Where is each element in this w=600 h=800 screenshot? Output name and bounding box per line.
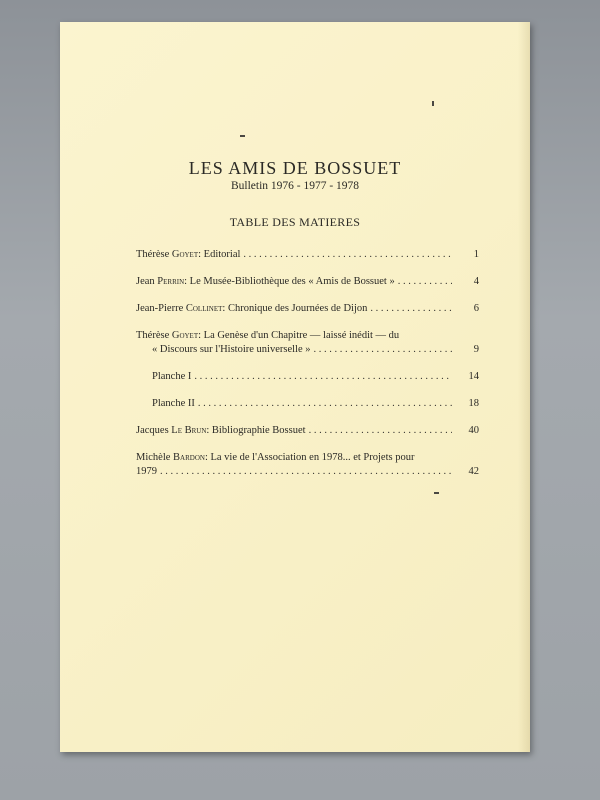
entry-author-first: Michèle [136, 452, 171, 463]
toc-entry [136, 329, 479, 357]
document-page [60, 22, 530, 752]
entry-page: 18 [468, 398, 479, 409]
entry-title: : Le Musée-Bibliothèque des « Amis de Bossuet » [184, 276, 395, 287]
entry-page: 42 [468, 466, 479, 477]
toc-entry [136, 397, 479, 411]
dot-leader [160, 465, 452, 479]
entry-title: : La Genèse d'un Chapitre — laissé inédit — du [198, 330, 400, 341]
entry-title-continued: 1979 [136, 466, 157, 477]
entry-title: Planche I [152, 371, 192, 382]
entry-author-first: Thérèse [136, 249, 170, 260]
toc-entry [136, 248, 479, 262]
toc-entry [136, 275, 479, 289]
entry-author-last: Goyet [171, 330, 199, 341]
dot-leader [314, 343, 453, 357]
entry-title: : Editorial [198, 249, 241, 260]
entry-author-last: Goyet [171, 249, 199, 260]
dot-leader [198, 397, 452, 411]
entry-author-last: Perrin [157, 276, 185, 287]
entry-page: 4 [473, 276, 479, 287]
dot-leader [398, 275, 452, 289]
entry-author-last: Collinet [185, 303, 223, 314]
entry-page: 40 [468, 425, 479, 436]
ink-speck [240, 135, 245, 137]
entry-title: : La vie de l'Association en 1978... et Projets pour [204, 452, 415, 463]
entry-author-last: Bardon [173, 452, 205, 463]
entry-title: : Chronique des Journées de Dijon [222, 303, 368, 314]
entry-author-first: Jean [136, 276, 155, 287]
entry-page: 6 [473, 303, 479, 314]
toc-entry [136, 302, 479, 316]
entry-page: 9 [473, 344, 479, 355]
toc-entry [136, 451, 479, 479]
entry-title-continued: « Discours sur l'Histoire universelle » [152, 344, 311, 355]
entry-title: Planche II [152, 398, 195, 409]
dot-leader [309, 424, 452, 438]
toc-entry [136, 370, 479, 384]
bulletin-subtitle: Bulletin 1976 - 1977 - 1978 [230, 180, 360, 192]
entry-title: : Bibliographie Bossuet [206, 425, 306, 436]
entry-page: 14 [468, 371, 479, 382]
dot-leader [370, 302, 452, 316]
table-of-contents [136, 248, 479, 492]
dot-leader [243, 248, 452, 262]
toc-entry [136, 424, 479, 438]
page-title: LES AMIS DE BOSSUET [188, 158, 402, 178]
entry-author-first: Jacques [136, 425, 169, 436]
entry-author-first: Thérèse [136, 330, 170, 341]
entry-author-first: Jean-Pierre [136, 303, 184, 314]
ink-speck [432, 101, 434, 106]
entry-author-last: Le Brun [171, 425, 207, 436]
dot-leader [194, 370, 452, 384]
entry-page: 1 [473, 249, 479, 260]
ink-speck [434, 492, 439, 494]
toc-heading: TABLE DES MATIERES [229, 215, 361, 229]
